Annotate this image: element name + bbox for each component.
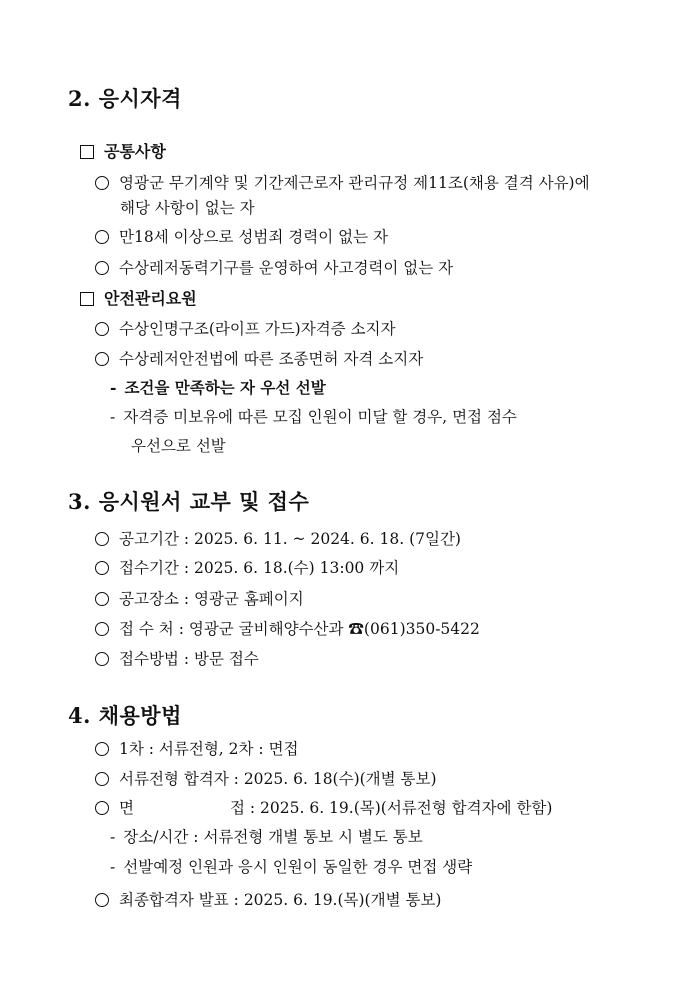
section-3-title: 3. 응시원서 교부 및 접수 — [68, 489, 310, 514]
list-item: 수상인명구조(라이프 가드)자격증 소지자 — [95, 317, 396, 339]
circle-bullet-icon — [95, 742, 109, 756]
circle-bullet-icon — [95, 176, 109, 190]
dash-bullet: - — [110, 378, 117, 397]
note-item: - 조건을 만족하는 자 우선 선발 — [110, 378, 326, 397]
note-item-continuation: 우선으로 선발 — [131, 437, 226, 455]
common-requirements-heading: 공통사항 — [80, 139, 166, 162]
safety-staff-heading: 안전관리요원 — [80, 286, 197, 309]
circle-bullet-icon — [95, 772, 109, 786]
note-item: - 선발예정 인원과 응시 인원이 동일한 경우 면접 생략 — [110, 858, 473, 876]
list-item: 최종합격자 발표 : 2025. 6. 19.(목)(개별 통보) — [95, 888, 441, 910]
note-item: - 자격증 미보유에 따른 모집 인원이 미달 할 경우, 면접 점수 — [110, 408, 517, 426]
square-bullet-icon — [80, 145, 94, 159]
list-item: 면 접 : 2025. 6. 19.(목)(서류전형 합격자에 한함) — [95, 796, 552, 818]
list-item: 수상레저안전법에 따른 조종면허 자격 소지자 — [95, 347, 423, 369]
list-item: 1차 : 서류전형, 2차 : 면접 — [95, 737, 299, 759]
list-item: 수상레저동력기구를 운영하여 사고경력이 없는 자 — [95, 256, 453, 278]
circle-bullet-icon — [95, 592, 109, 606]
list-item: 만18세 이상으로 성범죄 경력이 없는 자 — [95, 225, 388, 247]
note-item: - 장소/시간 : 서류전형 개별 통보 시 별도 통보 — [110, 828, 423, 846]
circle-bullet-icon — [95, 652, 109, 666]
circle-bullet-icon — [95, 561, 109, 575]
list-item: 서류전형 합격자 : 2025. 6. 18(수)(개별 통보) — [95, 767, 437, 789]
circle-bullet-icon — [95, 622, 109, 636]
circle-bullet-icon — [95, 261, 109, 275]
list-item: 공고장소 : 영광군 홈페이지 — [95, 587, 304, 609]
list-item: 영광군 무기계약 및 기간제근로자 관리규정 제11조(채용 결격 사유)에 — [95, 171, 590, 193]
list-item: 접 수 처 : 영광군 굴비해양수산과 ☎(061)350-5422 — [95, 617, 480, 639]
circle-bullet-icon — [95, 352, 109, 366]
list-item-continuation: 해당 사항이 없는 자 — [120, 199, 255, 217]
dash-bullet: - — [110, 858, 116, 876]
circle-bullet-icon — [95, 801, 109, 815]
list-item: 접수방법 : 방문 접수 — [95, 647, 259, 669]
dash-bullet: - — [110, 828, 116, 846]
section-4-title: 4. 채용방법 — [68, 703, 182, 728]
circle-bullet-icon — [95, 322, 109, 336]
list-item: 접수기간 : 2025. 6. 18.(수) 13:00 까지 — [95, 556, 399, 578]
circle-bullet-icon — [95, 893, 109, 907]
section-2-title: 2. 응시자격 — [68, 86, 182, 111]
square-bullet-icon — [80, 292, 94, 306]
list-item: 공고기간 : 2025. 6. 11. ~ 2024. 6. 18. (7일간) — [95, 527, 461, 549]
circle-bullet-icon — [95, 230, 109, 244]
circle-bullet-icon — [95, 532, 109, 546]
dash-bullet: - — [110, 408, 116, 426]
